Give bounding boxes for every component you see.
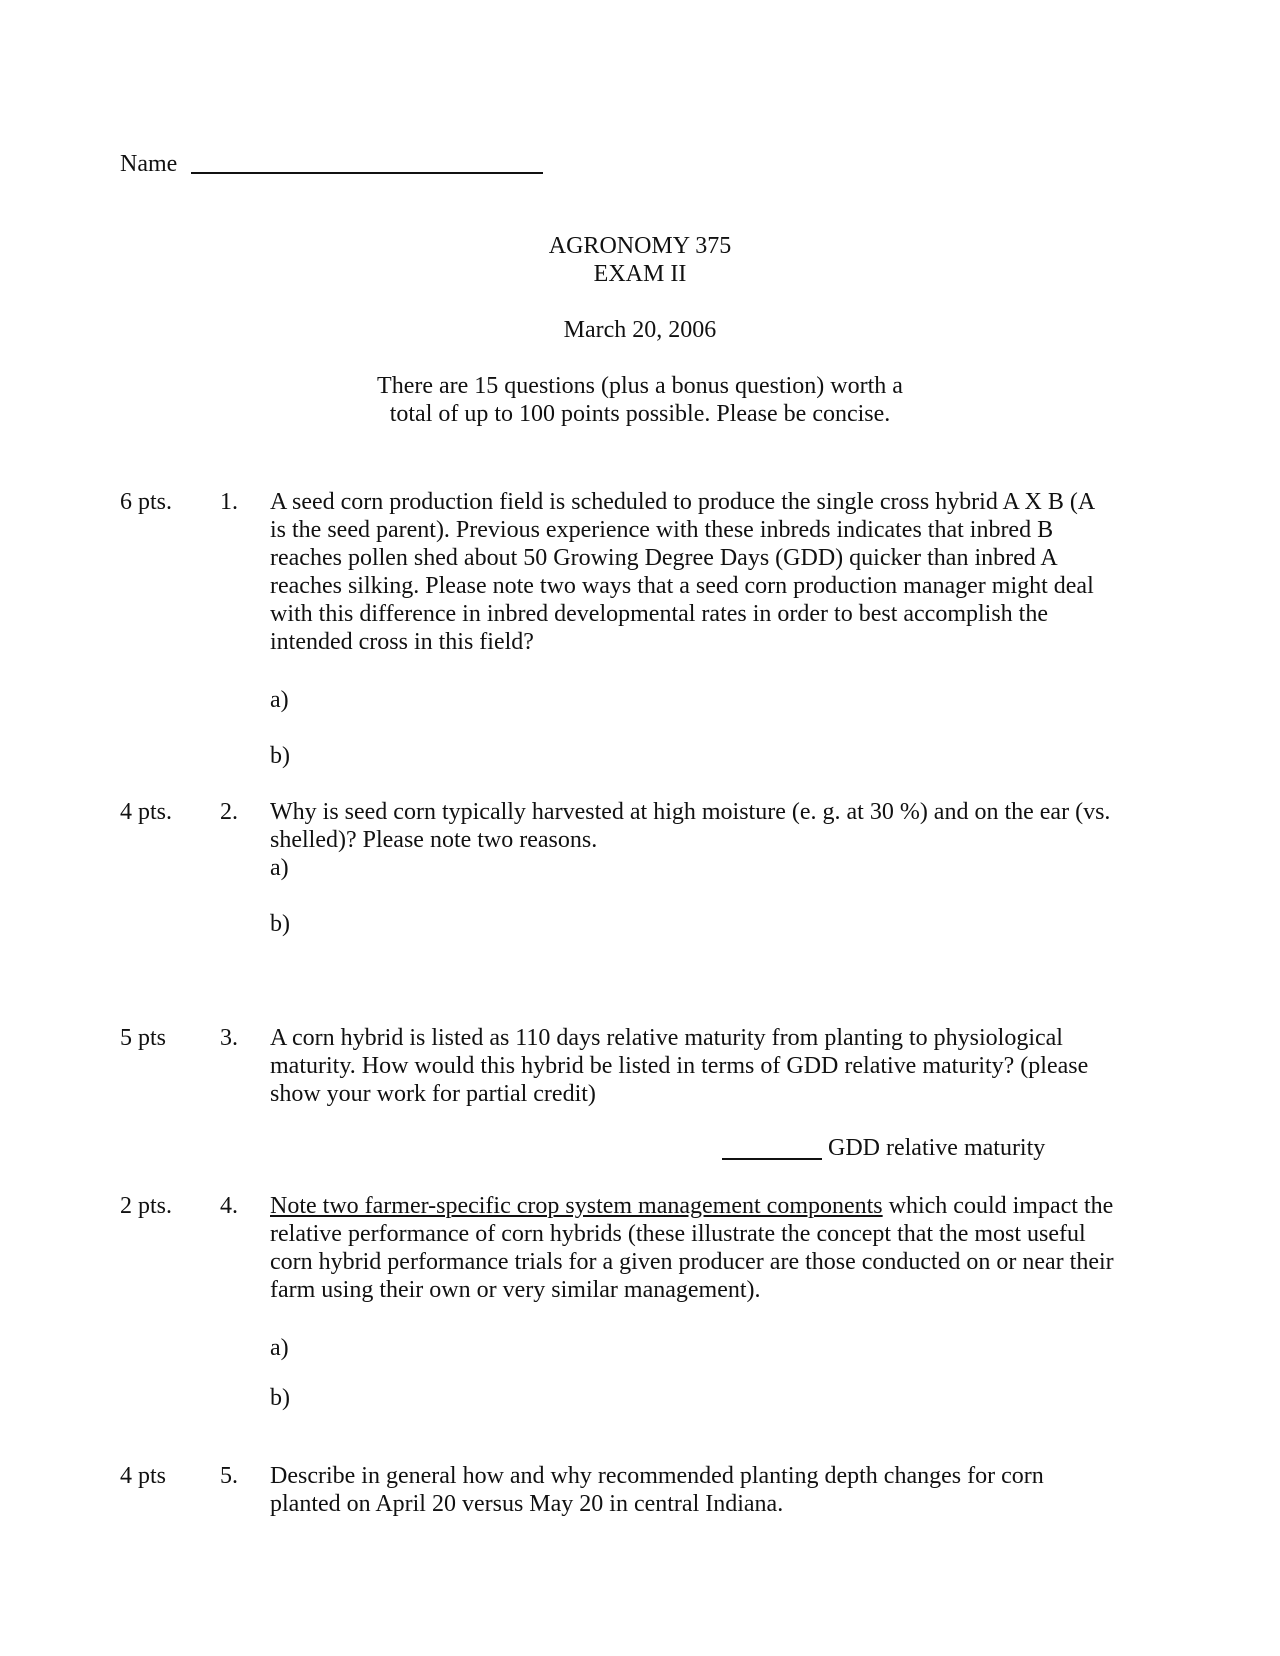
q4-answer-b[interactable]: b) [270,1385,290,1411]
q3-number: 3. [220,1025,238,1051]
q5-text [270,1462,1160,1518]
q4-first-line [270,1192,1160,1220]
q3-line: show your work for partial credit) [270,1081,596,1107]
q5-points: 4 pts [120,1463,167,1489]
intro-line-1: There are 15 questions (plus a bonus question) worth a [377,373,903,399]
q2-line: shelled)? Please note two reasons. [270,827,598,853]
intro-line-2: total of up to 100 points possible. Please be concise. [389,401,891,427]
q1-line: reaches silking. Please note two ways that a seed corn production manager might deal [270,573,1094,599]
q1-line: is the seed parent). Previous experience with these inbreds indicates that inbred B [270,517,1054,543]
name-blank-line[interactable] [191,172,543,174]
q1-text [270,488,1160,656]
q4-line: farm using their own or very similar management). [270,1277,761,1303]
q4-answer-a[interactable]: a) [270,1335,289,1361]
q5-line: Describe in general how and why recommended planting depth changes for corn [270,1463,1044,1489]
q1-points: 6 pts. [120,489,173,515]
q4-line: relative performance of corn hybrids (these illustrate the concept that the most useful [270,1221,1086,1247]
name-label: Name [120,151,178,177]
q1-line: intended cross in this field? [270,629,534,655]
q1-line: A seed corn production field is scheduled to produce the single cross hybrid A X B (A [270,489,1096,515]
q1-answer-b[interactable]: b) [270,743,290,769]
q2-number: 2. [220,799,238,825]
q3-answer-label: GDD relative maturity [828,1135,1046,1161]
q3-answer-blank[interactable] [722,1158,822,1160]
q4-points: 2 pts. [120,1193,173,1219]
q3-points: 5 pts [120,1025,167,1051]
q1-answer-a[interactable]: a) [270,687,289,713]
q4-line: corn hybrid performance trials for a given producer are those conducted on or near their [270,1249,1114,1275]
q1-line: with this difference in inbred developmental rates in order to best accomplish the [270,601,1048,627]
q5-line: planted on April 20 versus May 20 in central Indiana. [270,1491,784,1517]
q2-line: Why is seed corn typically harvested at high moisture (e. g. at 30 %) and on the ear (vs. [270,799,1111,825]
q3-line: maturity. How would this hybrid be listed in terms of GDD relative maturity? (please [270,1053,1089,1079]
q4-underlined-phrase: Note two farmer-specific crop system management components [270,1193,883,1219]
q3-text [270,1024,1160,1108]
q2-points: 4 pts. [120,799,173,825]
q2-answer-a[interactable]: a) [270,855,289,881]
exam-title: EXAM II [593,261,687,287]
q4-number: 4. [220,1193,238,1219]
q1-line: reaches pollen shed about 50 Growing Degree Days (GDD) quicker than inbred A [270,545,1058,571]
course-title: AGRONOMY 375 [548,233,732,259]
q2-answer-b[interactable]: b) [270,911,290,937]
q2-text [270,798,1160,854]
q3-line: A corn hybrid is listed as 110 days relative maturity from planting to physiological [270,1025,1063,1051]
q1-number: 1. [220,489,238,515]
q5-number: 5. [220,1463,238,1489]
q4-text [270,1192,1160,1304]
q4-first-line-rest: which could impact the [882,1193,1114,1219]
exam-date: March 20, 2006 [563,317,717,343]
